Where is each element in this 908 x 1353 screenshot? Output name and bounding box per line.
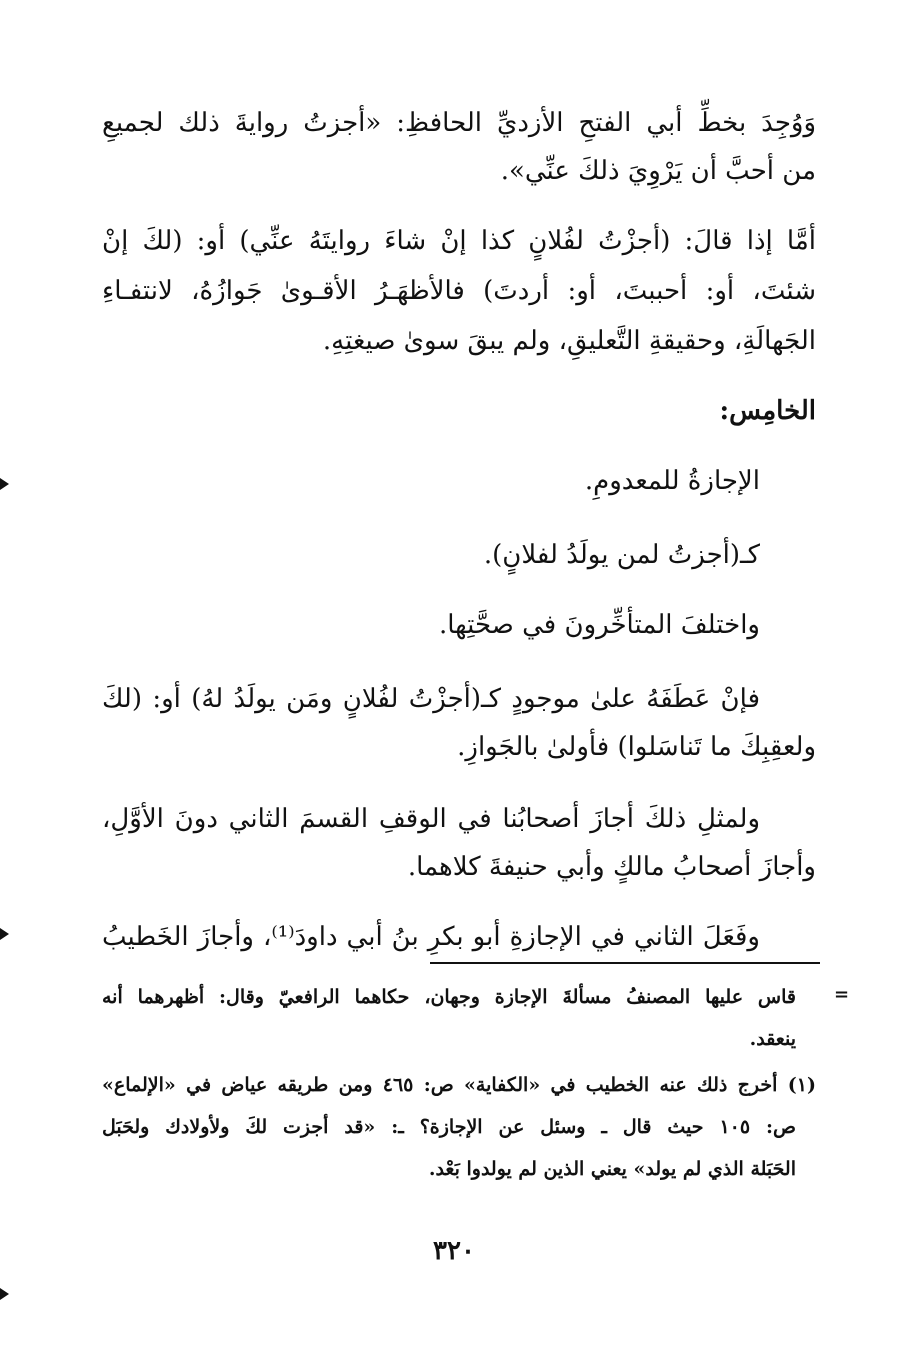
- body-line-a: الإجازةُ للمعدومِ.: [584, 466, 760, 496]
- paragraph-2-line-1: أمَّا إذا قالَ: (أجزْتُ لفُلانٍ كذا إنْ شاءَ روايتَهُ عنِّي) أو: (لكَ إنْ: [102, 226, 816, 256]
- scan-edge-mark: [0, 1288, 9, 1300]
- footnote-separator: [430, 962, 820, 964]
- body-line-c: واختلفَ المتأخِّرونَ في صحَّتِها.: [438, 610, 760, 640]
- paragraph-4-line-2: وأجازَ أصحابُ مالكٍ وأبي حنيفةَ كلاهما.: [407, 852, 816, 882]
- paragraph-1-line-1: وَوُجِدَ بخطِّ أبي الفتحِ الأزديِّ الحافظِ: «أجزتُ روايةَ ذلك لجميعِ: [102, 108, 816, 138]
- paragraph-5-line-1: وفَعَلَ الثاني في الإجازةِ أبو بكرِ بنُ أبي داودَ⁽¹⁾، وأجازَ الخَطيبُ: [102, 922, 760, 952]
- body-line-b: كـ(أجزتُ لمن يولَدُ لفلانٍ).: [483, 540, 760, 570]
- paragraph-4-line-1: ولمثلِ ذلكَ أجازَ أصحابُنا في الوقفِ القسمَ الثاني دونَ الأوَّلِ،: [102, 804, 760, 834]
- footnote-continuation-marker: =: [834, 984, 850, 1005]
- footnote-continuation-line-1: قاس عليها المصنفُ مسألةَ الإجازة وجهان، حكاهما الرافعيّ وقال: أظهرهما أنه: [102, 986, 796, 1008]
- page-number: ٣٢٠: [433, 1236, 475, 1266]
- scan-edge-mark: [0, 928, 9, 940]
- paragraph-3-line-1: فإنْ عَطَفَهُ علىٰ موجودٍ كـ(أجزْتُ لفُلانٍ ومَن يولَدُ لهُ) أو: (لكَ: [102, 684, 760, 714]
- footnote-continuation-line-2: ينعقد.: [749, 1028, 796, 1050]
- scan-edge-mark: [0, 478, 9, 490]
- footnote-1-line-1: (١) أخرج ذلك عنه الخطيب في «الكفاية» ص: ٤٦٥ ومن طريقه عياض في «الإلماع»: [102, 1074, 816, 1096]
- paragraph-2-line-3: الجَهالَةِ، وحقيقةِ التَّعليقِ، ولم يبقَ سوىٰ صيغتِهِ.: [322, 326, 816, 356]
- paragraph-2-line-2: شئتَ، أو: أحببتَ، أو: أردتَ) فالأظهَـرُ الأقـوىٰ جَوازُهُ، لانتفـاءِ: [102, 276, 816, 306]
- paragraph-1-line-2: من أحبَّ أن يَرْوِيَ ذلكَ عنِّي».: [500, 156, 816, 186]
- section-heading: الخامِس:: [719, 396, 816, 426]
- footnote-1-line-3: الحَبَلة الذي لم يولد» يعني الذين لم يولدوا بَعْد.: [428, 1158, 796, 1180]
- paragraph-3-line-2: ولعقِبِكَ ما تَناسَلوا) فأولىٰ بالجَوازِ.: [457, 732, 816, 762]
- footnote-1-line-2: ص: ١٠٥ حيث قال ـ وسئل عن الإجازة؟ ـ: «قد أجزت لكَ ولأولادك ولحَبَل: [102, 1116, 796, 1138]
